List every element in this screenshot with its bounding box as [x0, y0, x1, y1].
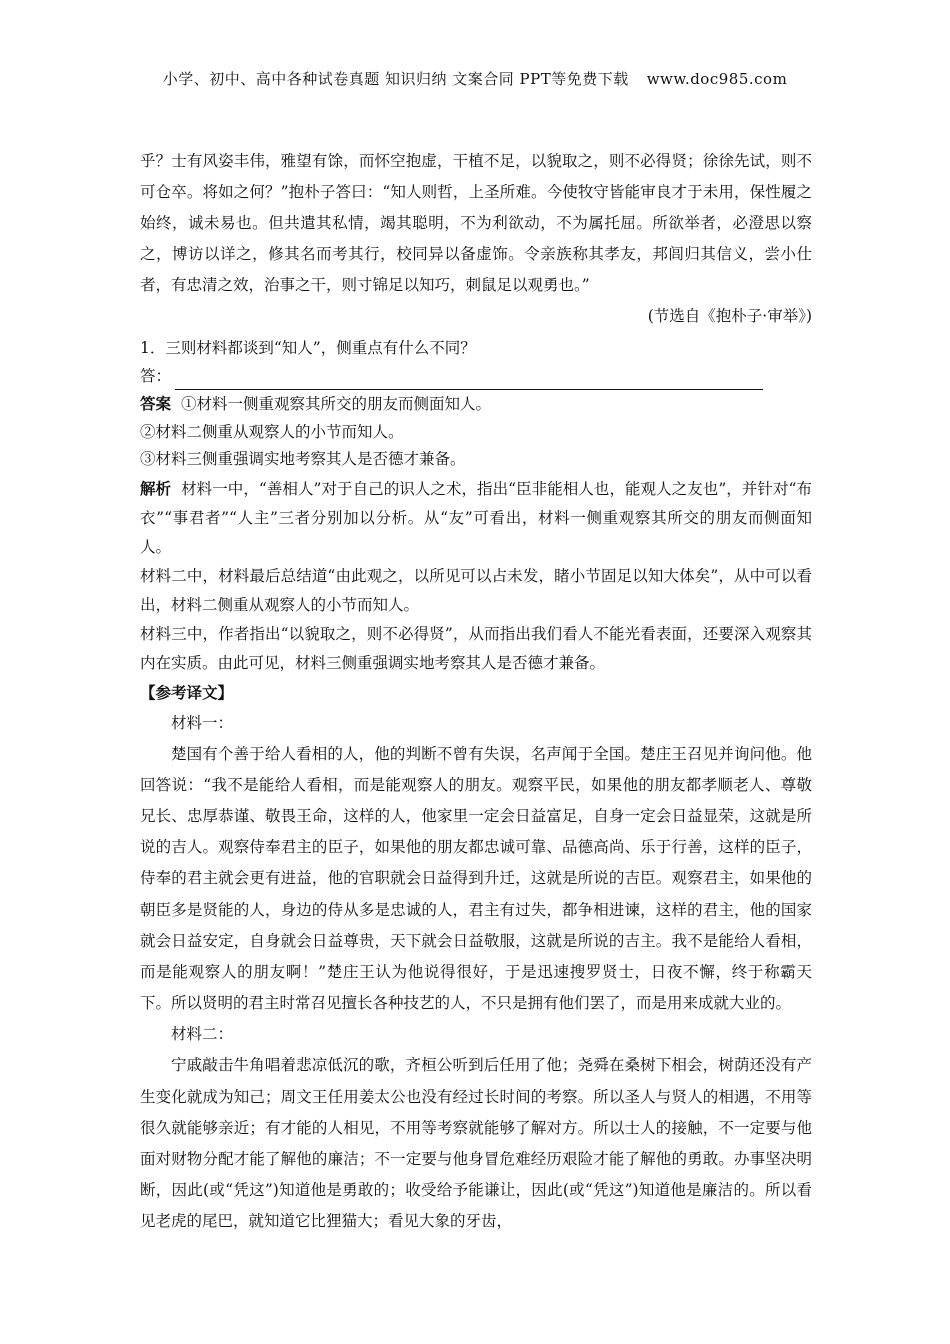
answer-item-2: ②材料二侧重从观察人的小节而知人。 [140, 422, 404, 441]
answer-blank-line [140, 363, 812, 390]
header-text: 小学、初中、高中各种试卷真题 知识归纳 文案合同 PPT等免费下载 [162, 70, 629, 88]
passage-text: 乎？士有风姿丰伟，雅望有馀，而怀空抱虚，干植不足，以貌取之，则不必得贤；徐徐先试，则不可仓卒。将如之何？”抱朴子答曰：“知人则哲，上圣所难。今使牧守皆能审良才于未用，保性履之始终，诚未易也。但共遣其私情，竭其聪明，不为利欲动，不为属托屈。所欲举者，必澄思以察之，博访以详之，修其名而考其行，校同异以备虚饰。令亲族称其孝友，邦闾归其信义，尝小仕者，有忠清之效，治事之干，则寸锦足以知巧，刺鼠足以观勇也。” [140, 152, 812, 294]
question-1: 1．三则材料都谈到“知人”，侧重点有什么不同？ [140, 339, 476, 357]
material-1-title: 材料一： [171, 713, 234, 732]
document-body [140, 146, 812, 1238]
header-site-link[interactable]: www.doc985.com [646, 70, 788, 88]
material-2-title: 材料二： [171, 1025, 234, 1044]
analysis-label: 解析 [140, 478, 172, 498]
answer-prompt: 答： [140, 367, 172, 385]
material-1-text: 楚国有个善于给人看相的人，他的判断不曾有失误，名声闻于全国。楚庄王召见并询问他。他回答说：“我不是能给人看相，而是能观察人的朋友。观察平民，如果他的朋友都孝顺老人、尊敬兄长、忠厚恭谨、敬畏王命，这样的人，他家里一定会日益富足，自身一定会日益显荣，这就是所说的吉人。观察侍奉君主的臣子，如果他的朋友都忠诚可靠、品德高尚、乐于行善，这样的臣子，侍奉的君主就会更有进益，他的官职就会日益得到升迁，这就是所说的吉臣。观察君主，如果他的朝臣多是贤能的人，身边的侍从多是忠诚的人，君主有过失，都争相进谏，这样的君主，他的国家就会日益安定，自身就会日益尊贵，天下就会日益敬服，这就是所说的吉主。我不是能给人看相，而是能观察人的朋友啊！”楚庄王认为他说得很好，于是迅速搜罗贤士，日夜不懈，终于称霸天下。所以贤明的君主时常召见擅长各种技艺的人，不只是拥有他们罢了，而是用来成就大业的。 [140, 744, 812, 1013]
translation-title: 【参考译文】 [140, 682, 234, 702]
answer-label: 答案 [140, 394, 172, 413]
answer-item-1: 答案 ①材料一侧重观察其所交的朋友而侧面知人。 [140, 394, 492, 413]
analysis-paragraph-2: 材料二中，材料最后总结道“由此观之，以所见可以占未发，睹小节固足以知大体矣”，从中可以看出，材料二侧重从观察人的小节而知人。 [140, 566, 812, 614]
answer-item-3: ③材料三侧重强调实地考察其人是否德才兼备。 [140, 450, 466, 468]
passage-source: (节选自《抱朴子·审举》) [647, 307, 812, 325]
analysis-paragraph-3: 材料三中，作者指出“以貌取之，则不必得贤”，从而指出我们看人不能光看表面，还要深入观察其内在实质。由此可见，材料三侧重强调实地考察其人是否德才兼备。 [140, 624, 812, 672]
material-2-text: 宁戚敲击牛角唱着悲凉低沉的歌，齐桓公听到后任用了他；尧舜在桑树下相会，树荫还没有产生变化就成为知己；周文王任用姜太公也没有经过长时间的考察。所以圣人与贤人的相遇，不用等很久就能够亲近；有才能的人相见，不用等考察就能够了解对方。所以士人的接触，不一定要与他面对财物分配才能了解他的廉洁；不一定要与他身冒危难经历艰险才能了解他的勇敢。办事坚决明断，因此(或“凭这”)知道他是勇敢的；收受给予能谦让，因此(或“凭这”)知道他是廉洁的。所以看见老虎的尾巴，就知道它比狸猫大；看见大象的牙齿， [140, 1056, 812, 1231]
answer-blank[interactable] [175, 371, 763, 390]
analysis-paragraph-1: 解析 材料一中，“善相人”对于自己的识人之术，指出“臣非能相人也，能观人之友也”，并针对“布衣”“事君者”“人主”三者分别加以分析。从“友”可看出，材料一侧重观察其所交的朋友而侧面知人。 [140, 478, 812, 556]
page-header [0, 68, 950, 89]
